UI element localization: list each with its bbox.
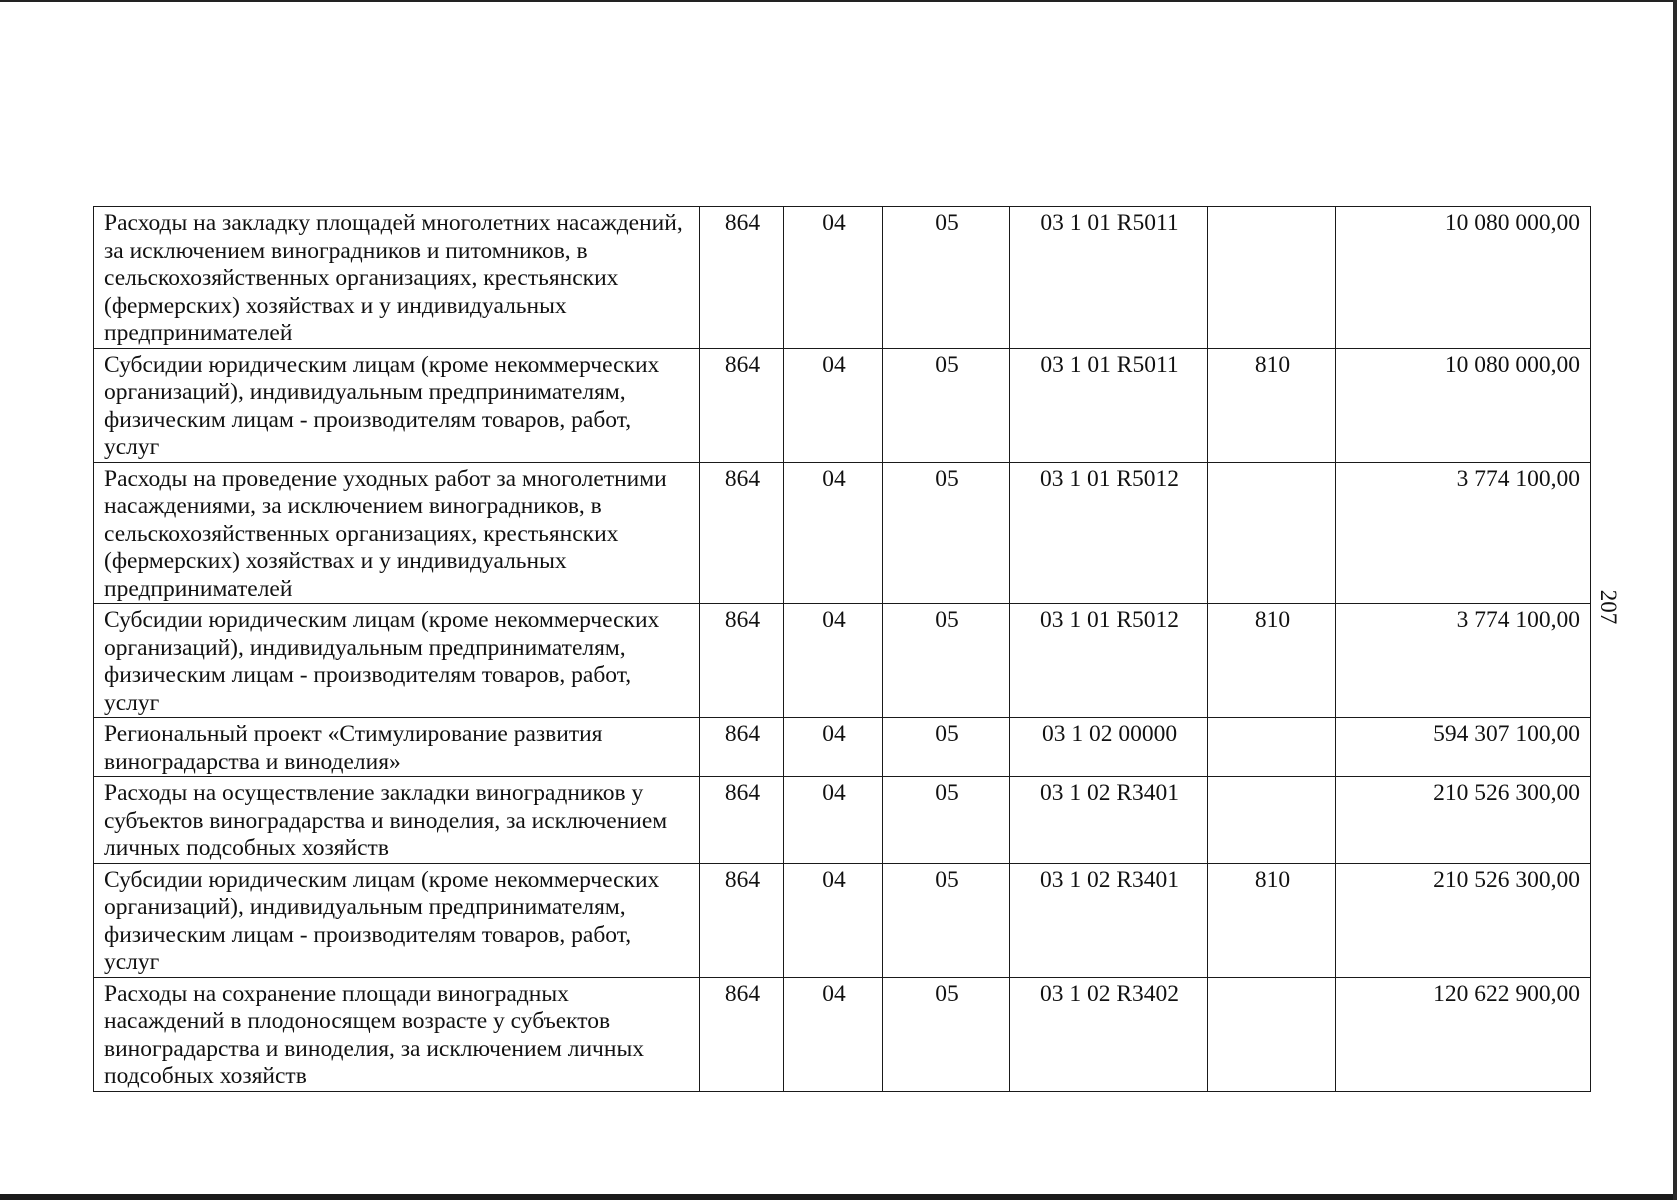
section-code: 04 <box>784 977 883 1091</box>
target-article-code: 03 1 01 R5011 <box>1010 348 1208 462</box>
row-description: Расходы на осуществление закладки виноградников у субъектов виноградарства и виноделия, за исключением личных подсобных хозяйств <box>94 777 700 864</box>
section-code: 04 <box>784 462 883 604</box>
subsection-code: 05 <box>883 604 1010 718</box>
amount: 210 526 300,00 <box>1336 777 1591 864</box>
expense-type-code <box>1208 207 1336 349</box>
table-row <box>94 462 1591 604</box>
subsection-code: 05 <box>883 348 1010 462</box>
section-code: 04 <box>784 348 883 462</box>
table-row <box>94 207 1591 349</box>
table-row <box>94 777 1591 864</box>
scan-edge-right <box>1673 0 1677 1200</box>
amount: 120 622 900,00 <box>1336 977 1591 1091</box>
section-code: 04 <box>784 207 883 349</box>
ministry-code: 864 <box>700 777 784 864</box>
expense-type-code <box>1208 777 1336 864</box>
subsection-code: 05 <box>883 462 1010 604</box>
table-row <box>94 348 1591 462</box>
amount: 3 774 100,00 <box>1336 462 1591 604</box>
target-article-code: 03 1 02 00000 <box>1010 718 1208 777</box>
subsection-code: 05 <box>883 863 1010 977</box>
target-article-code: 03 1 02 R3402 <box>1010 977 1208 1091</box>
row-description: Субсидии юридическим лицам (кроме некоммерческих организаций), индивидуальным предпринимателям, физическим лицам - производителям товаров, работ, услуг <box>94 604 700 718</box>
expense-type-code <box>1208 462 1336 604</box>
target-article-code: 03 1 01 R5011 <box>1010 207 1208 349</box>
row-description: Расходы на сохранение площади виноградных насаждений в плодоносящем возрасте у субъектов виноградарства и виноделия, за исключением личных подсобных хозяйств <box>94 977 700 1091</box>
ministry-code: 864 <box>700 604 784 718</box>
amount: 594 307 100,00 <box>1336 718 1591 777</box>
amount: 10 080 000,00 <box>1336 348 1591 462</box>
expense-type-code: 810 <box>1208 863 1336 977</box>
expense-type-code: 810 <box>1208 604 1336 718</box>
expense-type-code: 810 <box>1208 348 1336 462</box>
table-row <box>94 718 1591 777</box>
expense-type-code <box>1208 977 1336 1091</box>
amount: 10 080 000,00 <box>1336 207 1591 349</box>
target-article-code: 03 1 01 R5012 <box>1010 462 1208 604</box>
subsection-code: 05 <box>883 718 1010 777</box>
row-description: Субсидии юридическим лицам (кроме некоммерческих организаций), индивидуальным предпринимателям, физическим лицам - производителям товаров, работ, услуг <box>94 348 700 462</box>
subsection-code: 05 <box>883 777 1010 864</box>
subsection-code: 05 <box>883 207 1010 349</box>
section-code: 04 <box>784 777 883 864</box>
ministry-code: 864 <box>700 462 784 604</box>
scan-edge-top <box>0 0 1677 2</box>
amount: 3 774 100,00 <box>1336 604 1591 718</box>
row-description: Региональный проект «Стимулирование развития виноградарства и виноделия» <box>94 718 700 777</box>
expense-type-code <box>1208 718 1336 777</box>
target-article-code: 03 1 02 R3401 <box>1010 777 1208 864</box>
section-code: 04 <box>784 863 883 977</box>
table-row <box>94 977 1591 1091</box>
table-row <box>94 863 1591 977</box>
ministry-code: 864 <box>700 718 784 777</box>
target-article-code: 03 1 01 R5012 <box>1010 604 1208 718</box>
page-number: 207 <box>1596 589 1621 625</box>
target-article-code: 03 1 02 R3401 <box>1010 863 1208 977</box>
ministry-code: 864 <box>700 207 784 349</box>
scan-edge-bottom <box>0 1194 1677 1200</box>
section-code: 04 <box>784 604 883 718</box>
subsection-code: 05 <box>883 977 1010 1091</box>
budget-table <box>93 206 1591 1092</box>
amount: 210 526 300,00 <box>1336 863 1591 977</box>
ministry-code: 864 <box>700 863 784 977</box>
table-row <box>94 604 1591 718</box>
section-code: 04 <box>784 718 883 777</box>
ministry-code: 864 <box>700 348 784 462</box>
row-description: Расходы на закладку площадей многолетних насаждений, за исключением виноградников и питомников, в сельскохозяйственных организациях, крестьянских (фермерских) хозяйствах и у индивидуальных предпринимателей <box>94 207 700 349</box>
row-description: Субсидии юридическим лицам (кроме некоммерческих организаций), индивидуальным предпринимателям, физическим лицам - производителям товаров, работ, услуг <box>94 863 700 977</box>
row-description: Расходы на проведение уходных работ за многолетними насаждениями, за исключением виноградников, в сельскохозяйственных организациях, крестьянских (фермерских) хозяйствах и у индивидуальных предпринимателей <box>94 462 700 604</box>
ministry-code: 864 <box>700 977 784 1091</box>
